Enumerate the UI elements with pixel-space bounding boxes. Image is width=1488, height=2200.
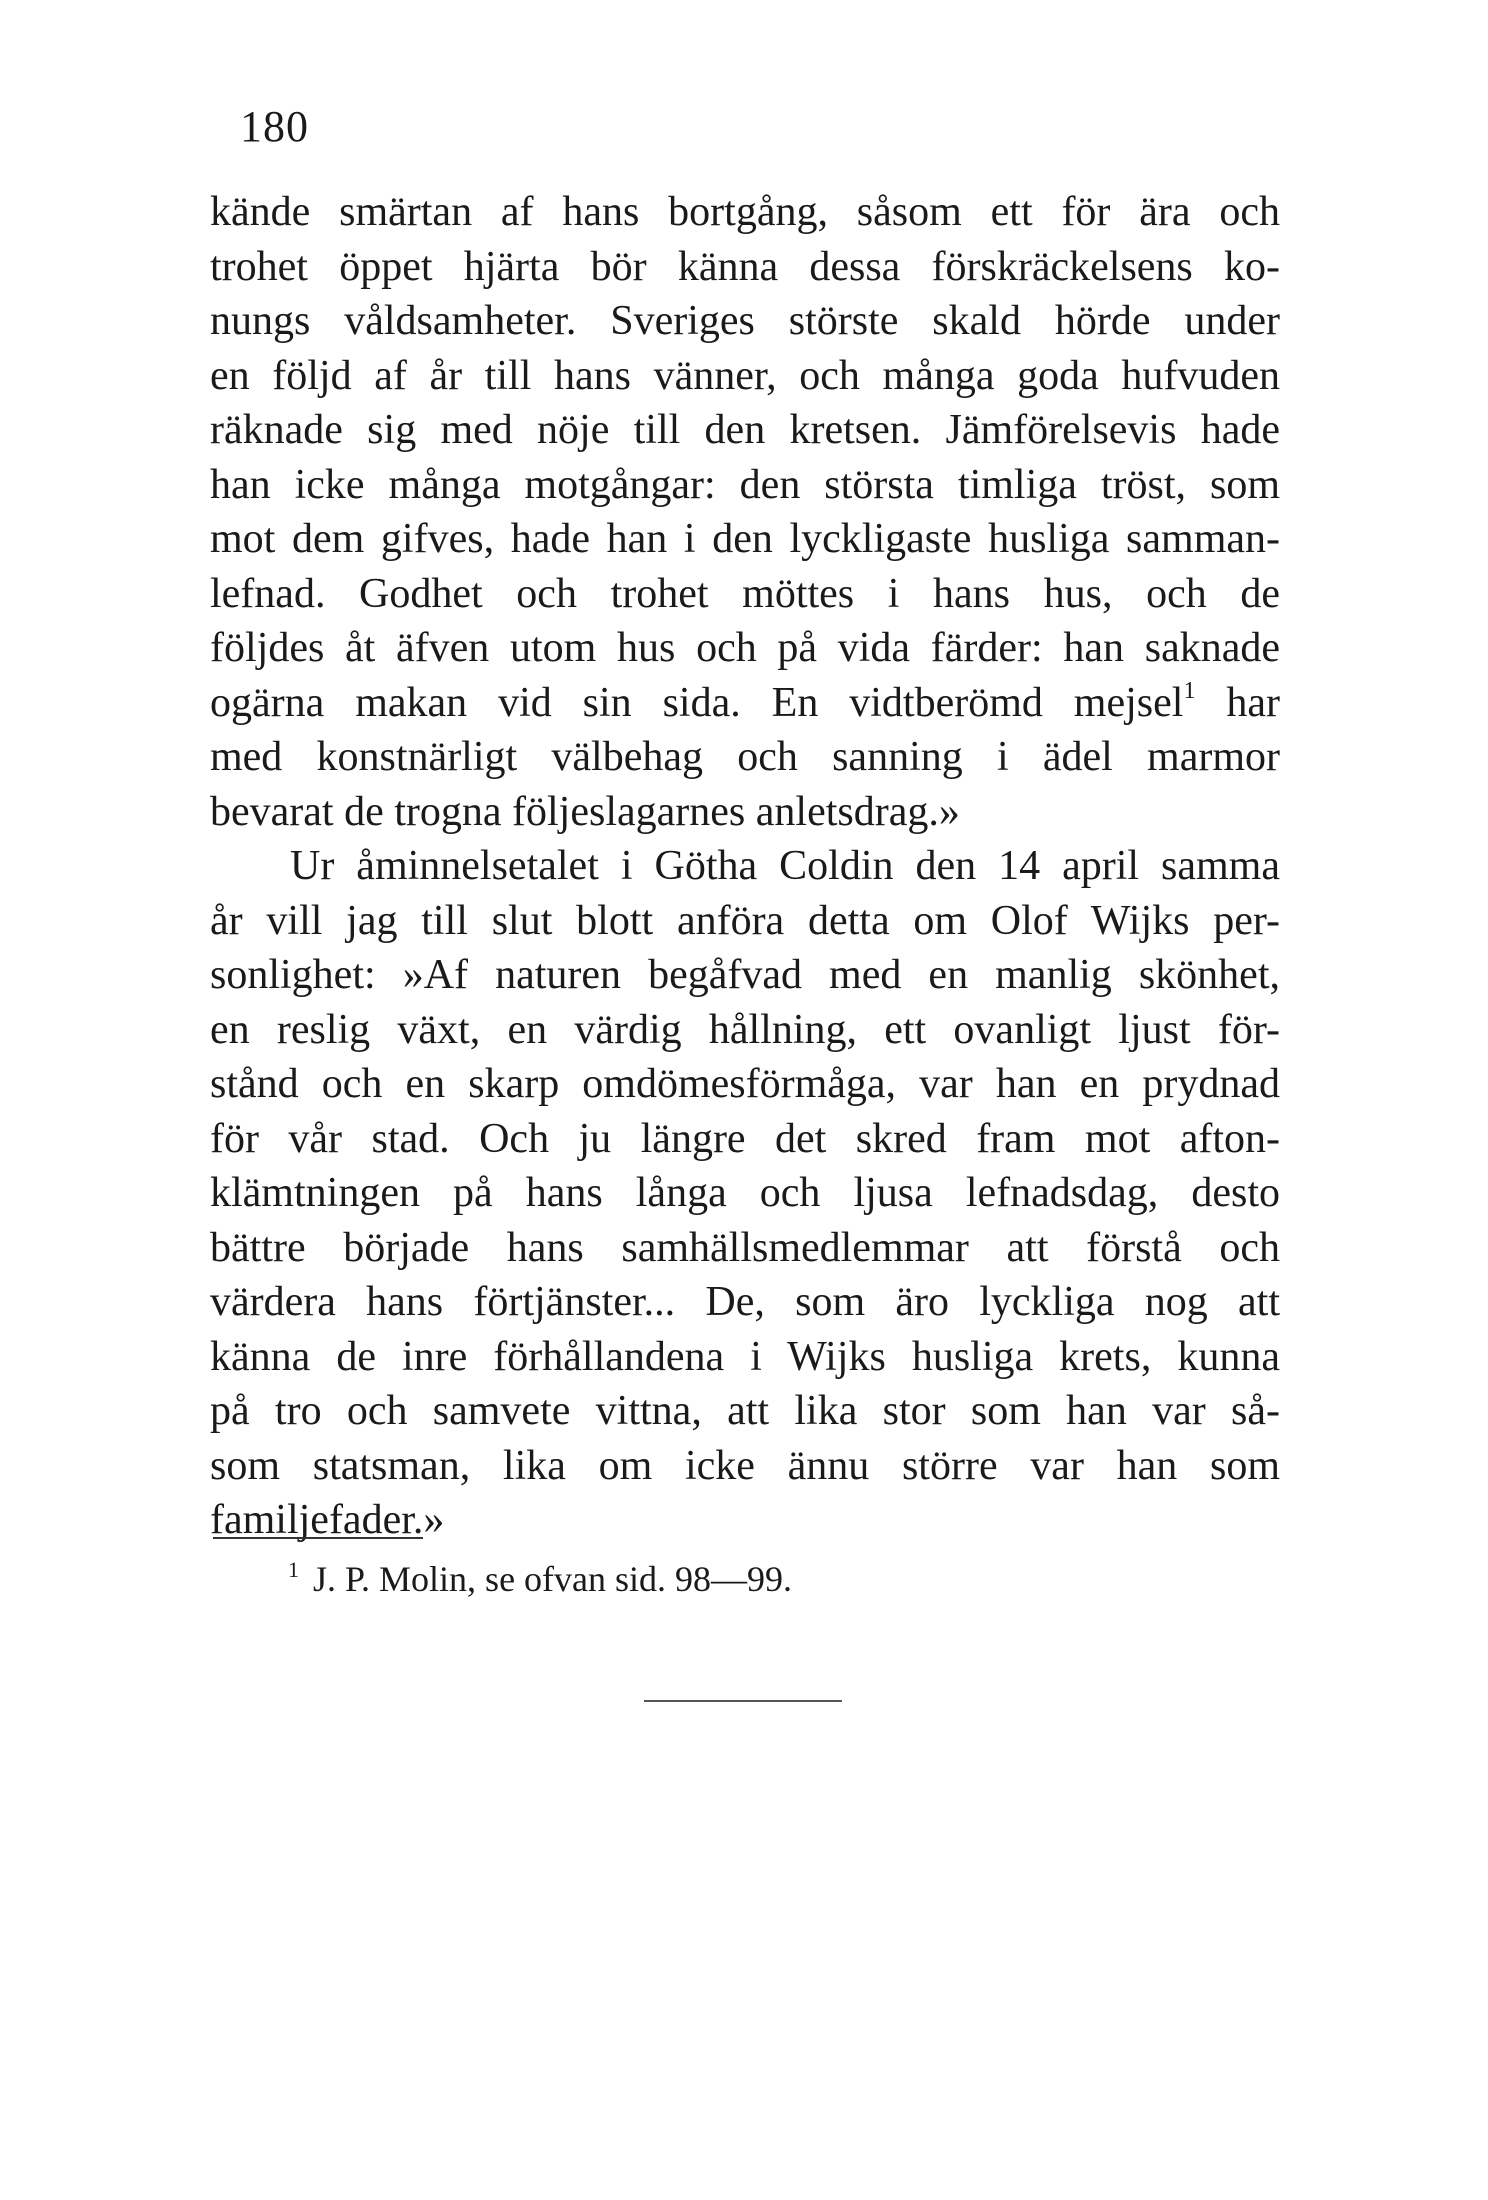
text-line: Ur åminnelsetalet i Götha Coldin den 14 april samma	[290, 843, 1280, 889]
end-of-chapter-rule	[644, 1700, 842, 1702]
text-line: år vill jag till slut blott anföra detta om Olof Wijks per-	[210, 897, 1280, 944]
text-line: nungs våldsamheter. Sveriges störste skald hörde under	[210, 298, 1280, 344]
footnote	[288, 1557, 792, 1601]
text-line: bättre började hans samhällsmedlemmar att förstå och	[210, 1224, 1280, 1271]
text-line: på tro och samvete vittna, att lika stor som han var så-	[210, 1388, 1280, 1434]
text-line: familjefader.»	[210, 1497, 445, 1543]
footnote-divider	[213, 1537, 423, 1539]
text-line: stånd och en skarp omdömesförmåga, var han en prydnad	[210, 1061, 1280, 1107]
text-line: mot dem gifves, hade han i den lyckligaste husliga samman-	[210, 516, 1280, 562]
footnote-text: J. P. Molin, se ofvan sid. 98—99.	[313, 1559, 793, 1599]
text-line: som statsman, lika om icke ännu större var han som	[210, 1442, 1280, 1489]
page-number: 180	[240, 102, 309, 151]
text-line: en följd af år till hans vänner, och många goda hufvuden	[210, 352, 1280, 399]
text-line-start: ogärna makan vid sin sida. En vidtberömd mejsel	[210, 679, 1184, 726]
text-line: med konstnärligt välbehag och sanning i ädel marmor	[210, 734, 1280, 780]
text-line: trohet öppet hjärta bör känna dessa förskräckelsens ko-	[210, 243, 1280, 290]
text-line: klämtningen på hans långa och ljusa lefnadsdag, desto	[210, 1170, 1280, 1216]
text-line: värdera hans förtjänster... De, som äro lyckliga nog att	[210, 1279, 1280, 1325]
text-line: för vår stad. Och ju längre det skred fram mot afton-	[210, 1115, 1280, 1162]
text-line: räknade sig med nöje till den kretsen. Jämförelsevis hade	[210, 407, 1280, 453]
text-line: han icke många motgångar: den största timliga tröst, som	[210, 461, 1280, 508]
text-line: känna de inre förhållandena i Wijks husliga krets, kunna	[210, 1333, 1280, 1380]
text-line: lefnad. Godhet och trohet möttes i hans hus, och de	[210, 570, 1280, 617]
text-line-end: har	[1195, 679, 1280, 726]
text-line: bevarat de trogna följeslagarnes anletsdrag.»	[210, 788, 960, 835]
body-text	[210, 185, 1280, 1548]
text-line: kände smärtan af hans bortgång, såsom ett för ära och	[210, 189, 1280, 235]
text-line: följdes åt äfven utom hus och på vida färder: han saknade	[210, 625, 1280, 671]
text-line: sonlighet: »Af naturen begåfvad med en manlig skönhet,	[210, 952, 1280, 998]
footnote-reference: 1	[1183, 677, 1196, 704]
text-line: en reslig växt, en värdig hållning, ett ovanligt ljust för-	[210, 1006, 1280, 1053]
text-line-with-footnote-ref	[210, 676, 1280, 731]
footnote-marker: 1	[288, 1557, 299, 1582]
